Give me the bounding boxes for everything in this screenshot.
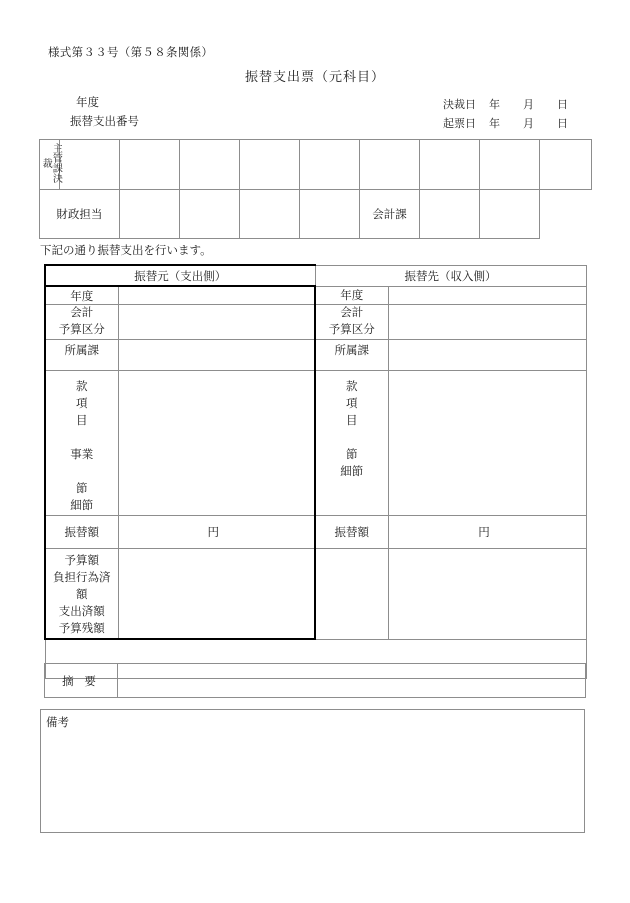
accounting-label-cell: 会計課 [359,190,419,239]
approval-date-label: 決裁日 [443,99,476,111]
stamp-cell-top-5[interactable] [299,140,359,190]
transfer-detail-table [44,264,587,679]
destination-class-line-0: 款 [346,381,358,393]
summary-label: 摘 要 [45,664,118,698]
table-row [45,265,586,286]
source-class-line-0: 款 [76,381,88,393]
destination-fiscal-year-value[interactable] [388,286,586,305]
voucher-number-label: 振替支出番号 [70,116,139,128]
table-row [45,371,586,516]
stamp-cell-bottom-3[interactable] [239,190,299,239]
supervising-section-label-cell [40,140,60,190]
destination-department-value[interactable] [388,340,586,371]
destination-department-label: 所属課 [315,340,388,371]
destination-section-title: 振替先（収入側） [315,265,586,286]
source-currency-unit: 円 [207,527,219,539]
destination-class-line-3 [320,430,384,447]
source-classification-label [45,371,118,516]
source-account-label-line2: 予算区分 [58,324,105,336]
destination-extra-value[interactable] [388,549,586,640]
source-transfer-amount-label: 振替額 [45,516,118,549]
draft-day-unit: 日 [557,118,568,130]
stamp-cell-bottom-1[interactable] [119,190,179,239]
page-title: 振替支出票（元科目） [244,69,385,84]
destination-fiscal-year-label: 年度 [315,286,388,305]
table-row [45,340,586,371]
source-class-line-2: 目 [76,415,88,427]
source-classification-value[interactable] [118,371,315,516]
table-row [45,305,586,340]
instruction-note: 下記の通り振替支出を行います。 [40,245,212,257]
fiscal-year-label: 年度 [76,97,99,109]
stamp-cell-top-3[interactable] [179,140,239,190]
destination-class-line-1: 項 [346,398,358,410]
source-class-line-7: 細節 [70,500,94,512]
stamp-cell-top-9[interactable] [540,140,592,190]
source-budget-value[interactable] [118,549,315,640]
destination-class-line-4: 節 [346,449,358,461]
source-budget-line-0: 予算額 [64,555,99,567]
source-account-label [45,305,118,340]
stamp-cell-bottom-5[interactable] [420,190,480,239]
source-transfer-amount-value[interactable] [118,516,315,549]
stamp-cell-top-4[interactable] [239,140,299,190]
source-department-label: 所属課 [45,340,118,371]
source-budget-line-1: 負担行為済額 [53,572,111,601]
approval-date-row [443,96,568,115]
source-account-label-line1: 会計 [70,307,94,319]
source-class-line-1: 項 [76,398,88,410]
stamp-cell-bottom-4[interactable] [299,190,359,239]
draft-year-unit: 年 [489,118,500,130]
source-account-value[interactable] [118,305,315,340]
supervising-section-label: 主管課決裁 [40,143,62,183]
destination-account-label [315,305,388,340]
destination-classification-value[interactable] [388,371,586,516]
stamp-cell-top-8[interactable] [480,140,540,190]
stamp-cell-top-7[interactable] [420,140,480,190]
draft-month-unit: 月 [523,118,534,130]
source-fiscal-year-label: 年度 [45,286,118,305]
header-right-dates [443,96,568,134]
source-budget-lines [50,553,114,638]
remarks-box[interactable] [40,709,585,833]
table-row [45,286,586,305]
destination-transfer-amount-value[interactable] [388,516,586,549]
source-class-line-4: 事業 [70,449,94,461]
source-department-value[interactable] [118,340,315,371]
source-classification-lines [50,379,114,515]
source-budget-label [45,549,118,640]
destination-account-label-line2: 予算区分 [328,324,375,336]
source-budget-line-2: 支出済額 [58,606,105,618]
table-row [40,190,592,239]
source-fiscal-year-value[interactable] [118,286,315,305]
approval-month-unit: 月 [523,99,534,111]
destination-account-label-line1: 会計 [340,307,364,319]
draft-date-row [443,115,568,134]
source-class-line-3 [50,430,114,447]
source-section-title: 振替元（支出側） [45,265,315,286]
source-budget-line-3: 予算残額 [58,623,105,635]
destination-class-line-2: 目 [346,415,358,427]
approval-day-unit: 日 [557,99,568,111]
stamp-cell-top-2[interactable] [119,140,179,190]
stamp-cell-top-6[interactable] [359,140,419,190]
table-row [45,664,586,698]
approval-stamp-table [39,139,592,239]
stamp-cell-bottom-6[interactable] [480,190,540,239]
destination-classification-label [315,371,388,516]
summary-table [44,663,586,698]
finance-label-cell: 財政担当 [40,190,120,239]
destination-currency-unit: 円 [478,527,490,539]
destination-transfer-amount-label: 振替額 [315,516,388,549]
table-row [45,549,586,640]
stamp-cell-top-1[interactable] [59,140,119,190]
destination-account-value[interactable] [388,305,586,340]
remarks-label: 備考 [46,717,69,729]
destination-extra-label [315,549,388,640]
table-row [45,516,586,549]
draft-date-label: 起票日 [443,118,476,130]
source-class-line-5 [50,464,114,481]
header-left-labels [70,94,139,132]
destination-class-line-5: 細節 [340,466,364,478]
source-class-line-6: 節 [76,483,88,495]
form-number: 様式第３３号（第５８条関係） [48,47,214,59]
approval-year-unit: 年 [489,99,500,111]
stamp-cell-bottom-2[interactable] [179,190,239,239]
summary-value[interactable] [118,664,586,698]
destination-classification-lines [320,379,384,481]
table-row [40,140,592,190]
